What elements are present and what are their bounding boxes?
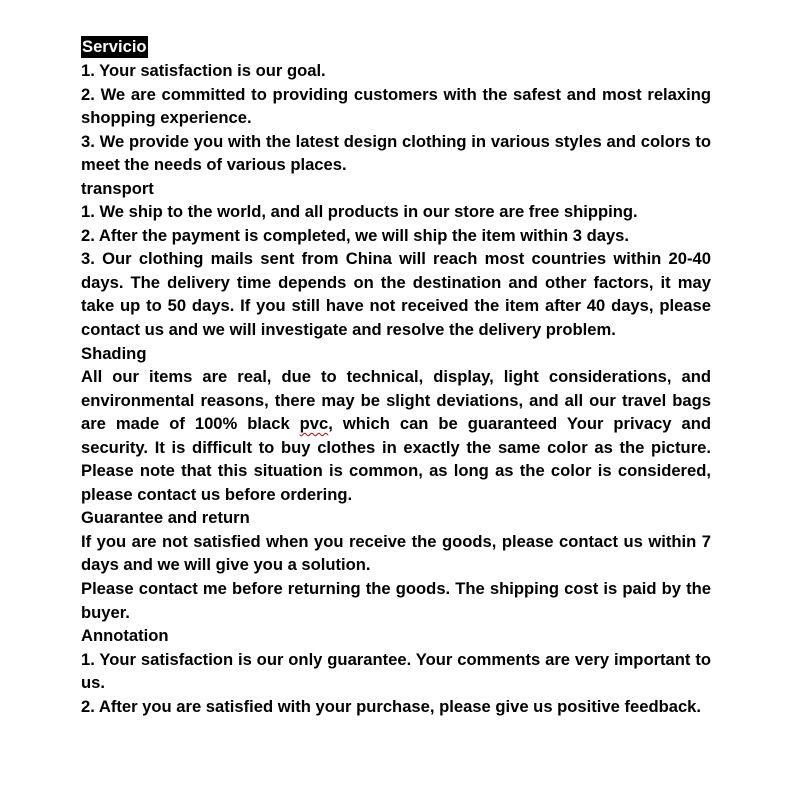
list-item: 1. Your satisfaction is our only guarantee. Your comments are very important to us. [81, 649, 711, 693]
document-body [81, 35, 711, 718]
section-heading: Shading [81, 343, 147, 363]
paragraph-text: All our items are real, due to technical, display, light considerations, and environmental reasons, there may be slight deviations, and all our travel bags are made of 100% black [81, 367, 711, 434]
section-heading: transport [81, 178, 154, 198]
section-heading-selected: Servicio [82, 37, 147, 56]
section-heading: Annotation [81, 626, 169, 646]
list-item: 2. After you are satisfied with your purchase, please give us positive feedback. [81, 696, 702, 716]
list-item: 1. We ship to the world, and all products in our store are free shipping. [81, 202, 638, 222]
paragraph [81, 365, 711, 506]
list-item: 3. Our clothing mails sent from China will reach most countries within 20-40 days. The delivery time depends on the destination and other factors, it may take up to 50 days. If you still have not received the item after 40 days, please contact us and we will investigate and resolve the delivery problem. [81, 249, 711, 340]
paragraph-text: , which can be guaranteed Your privacy and security. It is difficult to buy clothes in exactly the same color as the picture. Please note that this situation is common, as long as the color is considered, please contact us before ordering. [81, 414, 711, 504]
section-heading: Guarantee and return [81, 508, 250, 528]
list-item: 2. We are committed to providing customers with the safest and most relaxing shopping experience. [81, 84, 711, 128]
list-item: 3. We provide you with the latest design clothing in various styles and colors to meet the needs of various places. [81, 131, 711, 175]
list-item: 2. After the payment is completed, we will ship the item within 3 days. [81, 225, 630, 245]
spellcheck-flagged-word: pvc [299, 414, 329, 434]
section-servicio [81, 35, 711, 177]
section-shading [81, 342, 711, 507]
section-transport [81, 177, 711, 342]
list-item: 1. Your satisfaction is our goal. [81, 61, 326, 80]
paragraph: Please contact me before returning the goods. The shipping cost is paid by the buyer. [81, 579, 711, 622]
section-annotation [81, 624, 711, 718]
paragraph: If you are not satisfied when you receive the goods, please contact us within 7 days and we will give you a solution. [81, 531, 711, 575]
section-guarantee-and-return [81, 506, 711, 624]
